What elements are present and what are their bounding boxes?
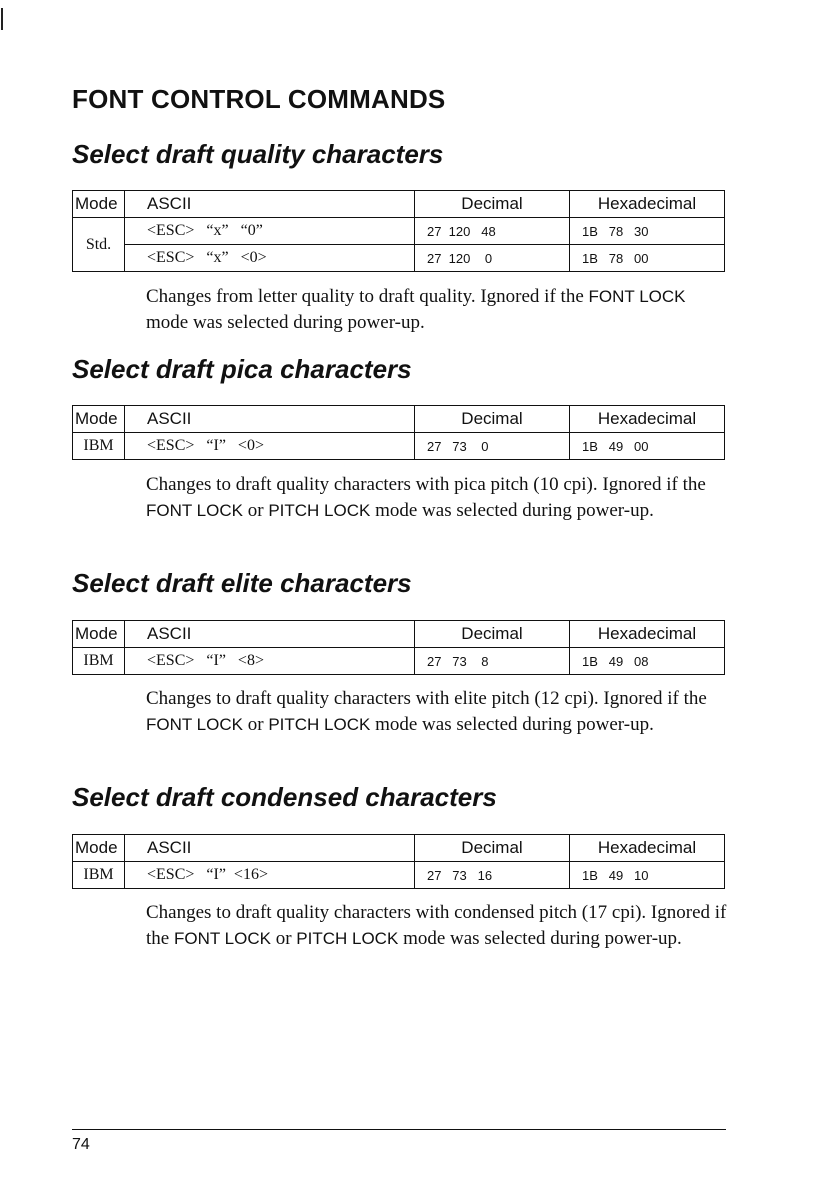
table-header-row [73,406,725,433]
ascii-cell: <ESC> “I” <16> [125,862,415,889]
page-edge-mark [1,8,3,30]
section-description [146,284,728,336]
pitch-lock-term: PITCH LOCK [268,501,371,520]
mode-cell: Std. [73,218,125,272]
section-description [146,900,728,952]
table-row [73,218,725,245]
table-header-row [73,191,725,218]
table-row [73,245,725,272]
mode-cell: IBM [73,648,125,675]
hex-cell: 1B 49 00 [570,433,725,460]
decimal-cell: 27 120 48 [415,218,570,245]
ascii-column-header: ASCII [125,621,415,648]
decimal-cell: 27 73 16 [415,862,570,889]
decimal-cell: 27 120 0 [415,245,570,272]
page-number: 74 [72,1136,90,1153]
decimal-column-header: Decimal [415,621,570,648]
hex-cell: 1B 78 30 [570,218,725,245]
description-text: Changes to draft quality characters with pica pitch (10 cpi). Ignored if the [146,474,706,495]
description-text: or [242,714,269,735]
decimal-column-header: Decimal [415,835,570,862]
mode-column-header: Mode [73,621,125,648]
mode-column-header: Mode [73,191,125,218]
table-row [73,862,725,889]
decimal-column-header: Decimal [415,191,570,218]
description-text: mode was selected during power-up. [398,928,682,949]
mode-cell: IBM [73,433,125,460]
pitch-lock-term: PITCH LOCK [296,929,399,948]
command-table-draft-quality [72,190,725,272]
section-description [146,686,728,738]
footer-rule [72,1129,726,1130]
decimal-cell: 27 73 0 [415,433,570,460]
hex-cell: 1B 78 00 [570,245,725,272]
table-header-row [73,621,725,648]
table-header-row [73,835,725,862]
description-text: mode was selected during power-up. [370,500,654,521]
description-text: or [242,500,269,521]
font-lock-term: FONT LOCK [146,715,243,734]
command-table-draft-elite [72,620,725,675]
decimal-cell: 27 73 8 [415,648,570,675]
section-heading-draft-pica: Select draft pica characters [72,354,412,384]
table-row [73,648,725,675]
description-text: mode was selected during power-up. [146,312,425,333]
ascii-column-header: ASCII [125,406,415,433]
command-table-draft-pica [72,405,725,460]
hex-cell: 1B 49 10 [570,862,725,889]
description-text: mode was selected during power-up. [370,714,654,735]
ascii-cell: <ESC> “x” <0> [125,245,415,272]
ascii-cell: <ESC> “I” <0> [125,433,415,460]
hexadecimal-column-header: Hexadecimal [570,191,725,218]
hex-cell: 1B 49 08 [570,648,725,675]
hexadecimal-column-header: Hexadecimal [570,621,725,648]
hexadecimal-column-header: Hexadecimal [570,835,725,862]
font-lock-term: FONT LOCK [173,929,271,948]
description-text: Changes from letter quality to draft quality. Ignored if the [146,286,589,307]
decimal-column-header: Decimal [415,406,570,433]
hexadecimal-column-header: Hexadecimal [570,406,725,433]
page-title: FONT CONTROL COMMANDS [72,84,446,114]
ascii-cell: <ESC> “x” “0” [125,218,415,245]
command-table-draft-condensed [72,834,725,889]
table-row [73,433,725,460]
section-heading-draft-condensed: Select draft condensed characters [72,782,497,812]
mode-column-header: Mode [73,835,125,862]
mode-column-header: Mode [73,406,125,433]
section-heading-draft-elite: Select draft elite characters [72,568,412,598]
section-description [146,472,728,524]
section-heading-draft-quality: Select draft quality characters [72,139,444,169]
font-lock-term: FONT LOCK [588,287,686,306]
ascii-column-header: ASCII [125,191,415,218]
description-text: Changes to draft quality characters with condensed pitch (17 cpi). Ignored if the [146,902,727,949]
ascii-cell: <ESC> “I” <8> [125,648,415,675]
ascii-column-header: ASCII [125,835,415,862]
mode-cell: IBM [73,862,125,889]
description-text: or [270,928,297,949]
description-text: Changes to draft quality characters with elite pitch (12 cpi). Ignored if the [146,688,707,709]
font-lock-term: FONT LOCK [146,501,243,520]
pitch-lock-term: PITCH LOCK [268,715,371,734]
